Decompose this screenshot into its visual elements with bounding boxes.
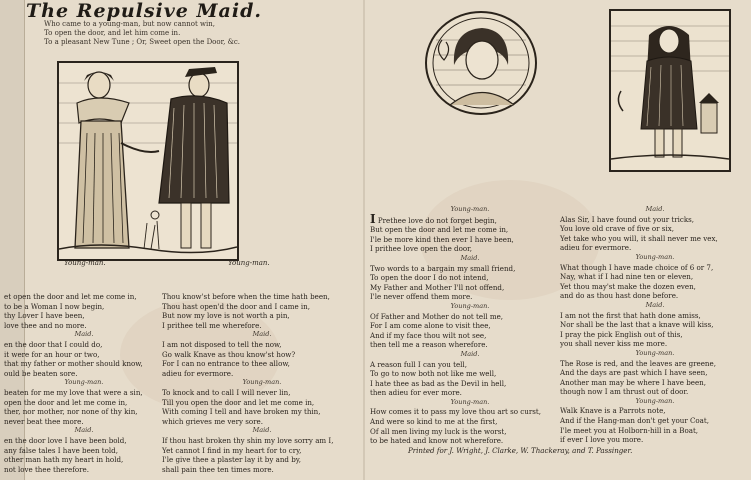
verse-line: Another man may be where I have been,	[560, 377, 706, 387]
speaker-label: Young-man.	[242, 378, 282, 387]
verse-line: adieu for evermore.	[560, 243, 632, 253]
verse-line: love thee and no more.	[4, 320, 87, 330]
verse-line: I prithee tell me wherefore.	[162, 320, 262, 330]
verse-line: I'le meet you at Holborn-hill in a Boat,	[560, 425, 699, 435]
verse-line: But now my love is not worth a pin,	[162, 311, 290, 321]
speaker-label: Maid.	[74, 426, 94, 435]
verse-line: If thou hast broken thy shin my love sorry am I,	[162, 435, 334, 445]
speaker-label: Young-man.	[64, 378, 104, 387]
verse-line: Nay, what if I had nine ten or eleven,	[560, 272, 694, 282]
verse-line: What though I have made choice of 6 or 7,	[560, 262, 714, 272]
verse-line: With coming I tell and have broken my thin,	[162, 407, 321, 417]
verse-line: To open the door I do not intend,	[370, 273, 489, 283]
verse-line: And were so kind to me at the first,	[370, 417, 498, 427]
verse-line: Yet cannot I find in my heart for to cry,	[162, 445, 302, 455]
verse-line: Two words to a bargain my small friend,	[370, 263, 516, 273]
verse-line: You love old crave of five or six,	[560, 224, 674, 234]
verse-line: that my father or mother should know,	[4, 359, 143, 369]
page-fold	[363, 0, 365, 480]
caption-young-man-right: Young-man.	[228, 259, 270, 267]
speaker-label: Maid.	[645, 205, 665, 213]
woodcut-gentleman-image	[611, 11, 729, 170]
verse-line: ther, nor mother, nor none of thy kin,	[4, 407, 138, 417]
verse-line: Nor shall be the last that a knave will kiss,	[560, 320, 714, 330]
verse-line: For I can no entrance to thee allow,	[162, 359, 290, 369]
verse-line: Thou hast open'd the door and I came in,	[162, 301, 310, 311]
verse-line: shall pain thee ten times more.	[162, 464, 274, 474]
verse-line: en the door that I could do,	[4, 339, 103, 349]
verse-line: I am not disposed to tell the now,	[162, 339, 282, 349]
verse-line: to be a Woman I now begin,	[4, 301, 105, 311]
verse-line: I'le never offend them more.	[370, 292, 473, 302]
verse-line: then tell me a reason wherefore.	[370, 340, 488, 350]
verse-line: Of Father and Mother do not tell me,	[370, 311, 504, 321]
verse-line: which grieves me very sore.	[162, 416, 263, 426]
verse-line: Go walk Knave as thou know'st how?	[162, 349, 296, 359]
printer-imprint: Printed for J. Wright, J. Clarke, W. Thackeray, and T. Passinger.	[408, 445, 633, 455]
ballad-subtitle	[44, 20, 314, 47]
verse-line: Thou know'st before when the time hath been,	[162, 292, 330, 301]
subtitle-line: To open the door, and let him come in.	[44, 29, 181, 37]
verse-line: To go to now both not like me well,	[370, 369, 497, 379]
verse-line: I pray the pick English out of this,	[560, 329, 683, 339]
verse-line: The Rose is red, and the leaves are greene,	[560, 358, 716, 368]
verse-column-2	[162, 292, 362, 474]
woodcut-couple	[57, 61, 239, 261]
verse-line: Walk Knave is a Parrots note,	[560, 406, 666, 416]
verse-line: to be hated and know not wherefore.	[370, 436, 504, 446]
verse-column-1	[4, 292, 164, 474]
verse-line: Alas Sir, I have found out your tricks,	[560, 214, 695, 224]
verse-line: beaten for me my love that were a sin,	[4, 387, 143, 397]
verse-line: you shall never kiss me more.	[560, 339, 668, 349]
speaker-label: Maid.	[645, 300, 665, 309]
verse-line: et open the door and let me come in,	[4, 292, 137, 301]
caption-young-man-left: Young-man.	[64, 259, 106, 267]
verse-line: thy Lover I have been,	[4, 311, 85, 321]
speaker-label: Maid.	[252, 330, 272, 339]
speaker-label: Maid.	[252, 426, 272, 435]
verse-line: And if the Hang-man don't get your Coat,	[560, 416, 710, 426]
verse-line: ould be beaten sore.	[4, 368, 78, 378]
verse-line: Yet take who you will, it shall never me vex,	[560, 233, 718, 243]
verse-line: I am not the first that hath done amiss,	[560, 310, 701, 320]
verse-line: And the days are past which I have seen,	[560, 368, 708, 378]
verse-line: But open the door and let me come in,	[370, 225, 509, 235]
verse-line: Till you open the door and let me come in,	[162, 397, 315, 407]
woodcut-couple-image	[59, 63, 237, 259]
verse-line: A reason full I can you tell,	[370, 359, 467, 369]
verse-line: To knock and to call I will never lin,	[162, 387, 291, 397]
woodcut-gentleman	[609, 9, 731, 172]
verse-line: if ever I love you more.	[560, 435, 644, 445]
verse-line: other man hath my heart in hold,	[4, 455, 124, 465]
verse-line: Of all men living my luck is the worst,	[370, 426, 507, 436]
verse-line: I'le be more kind then ever I have been,	[370, 234, 514, 244]
verse-line: adieu for evermore.	[162, 368, 234, 378]
subtitle-line: Who came to a young-man, but now cannot win,	[44, 20, 215, 28]
verse-line: never beat thee more.	[4, 416, 84, 426]
verse-line: then adieu for ever more.	[370, 388, 462, 398]
verse-line: open the door and let me come in,	[4, 397, 128, 407]
verse-line: I Prethee love do not forget begin,	[370, 211, 497, 226]
speaker-label: Maid.	[460, 253, 480, 262]
verse-column-4	[560, 205, 750, 445]
verse-line: For I am come alone to visit thee,	[370, 321, 491, 331]
verse-line: though now I am thrust out of door.	[560, 387, 689, 397]
verse-line: it were for an hour or two,	[4, 349, 100, 359]
subtitle-line: To a pleasant New Tune ; Or, Sweet open the Door, &c.	[44, 38, 241, 46]
verse-line: And if my face thou wilt not see,	[370, 330, 487, 340]
speaker-label: Young-man.	[635, 252, 675, 261]
verse-line: and do as thou hast done before.	[560, 291, 679, 301]
speaker-label: Maid.	[460, 349, 480, 358]
speaker-label: Young-man.	[450, 205, 490, 213]
verse-line: I'le give thee a plaster lay it by and by,	[162, 455, 302, 465]
speaker-label: Maid.	[74, 330, 94, 339]
speaker-label: Young-man.	[635, 396, 675, 405]
verse-line: not love thee therefore.	[4, 464, 89, 474]
ballad-title: The Repulsive Maid.	[26, 0, 262, 22]
verse-line: My Father and Mother I'll not offend,	[370, 282, 505, 292]
verse-line: I prithee love open the door,	[370, 244, 472, 254]
oval-portrait	[424, 10, 538, 116]
verse-line: any false tales I have been told,	[4, 445, 118, 455]
speaker-label: Young-man.	[450, 301, 490, 310]
verse-line: I hate thee as bad as the Devil in hell,	[370, 378, 507, 388]
oval-portrait-image	[424, 10, 538, 116]
verse-line: en the door love I have been bold,	[4, 435, 127, 445]
verse-line: How comes it to pass my love thou art so curst,	[370, 407, 541, 417]
speaker-label: Young-man.	[635, 348, 675, 357]
verse-line: Yet thou may'st make the dozen even,	[560, 281, 696, 291]
speaker-label: Young-man.	[450, 397, 490, 406]
